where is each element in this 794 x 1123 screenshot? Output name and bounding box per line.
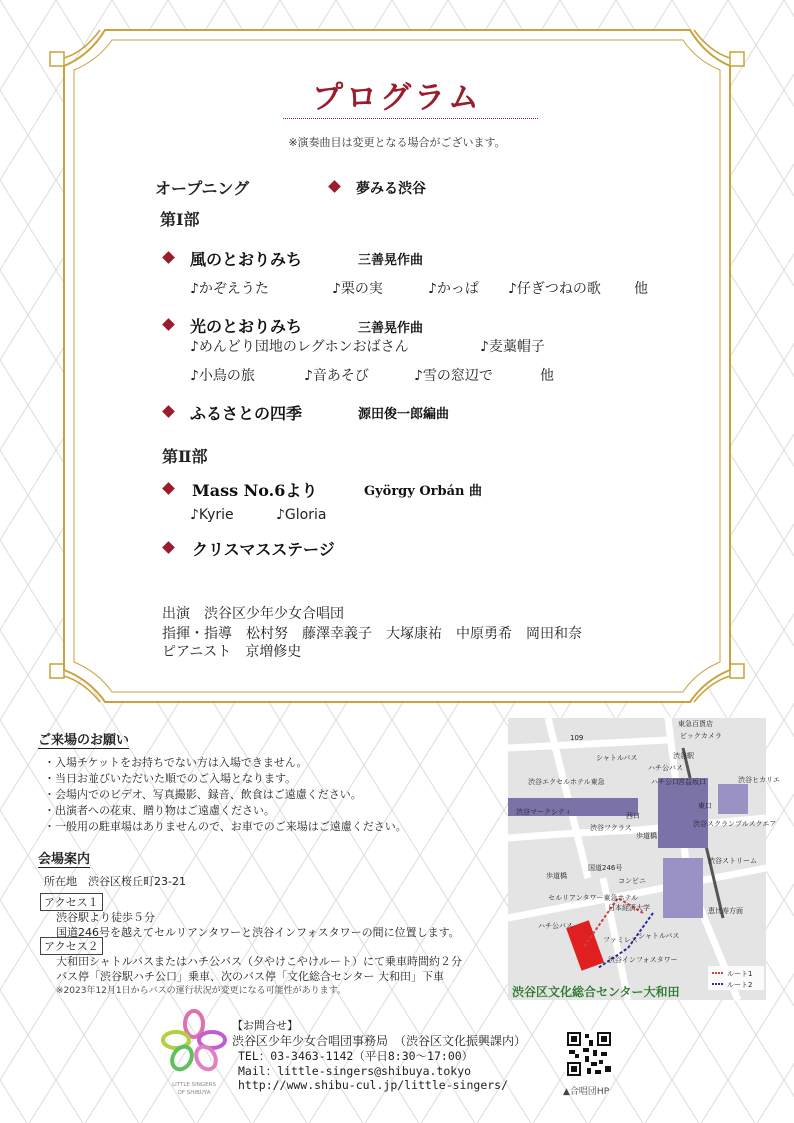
sub-song: ♪Gloria	[276, 507, 327, 523]
legend-route1: ルート1	[727, 970, 753, 978]
cast-conductors: 指揮・指導 松村努 藤澤幸義子 大塚康祐 中原勇希 岡田和奈	[162, 626, 582, 642]
venue-heading: 会場案内	[38, 848, 90, 868]
contact-mail[interactable]: Mail：little-singers@shibuya.tokyo	[238, 1064, 472, 1078]
opening-song: 夢みる渋谷	[356, 181, 426, 197]
sub-song: ♪麦藁帽子	[480, 339, 545, 355]
map-label: ハチ公口	[651, 778, 679, 786]
map-label: 渋谷ストリーム	[708, 857, 757, 865]
logo-text: LITTLE SINGERS	[172, 1082, 216, 1088]
map-caption: 渋谷区文化総合センター大和田	[512, 985, 680, 999]
station-building	[658, 778, 708, 848]
legend-route2: ルート2	[727, 981, 753, 989]
map-label: 恵比寿方面	[708, 907, 743, 915]
cast-pianist: ピアニスト 京増修史	[162, 644, 302, 660]
notice-item: ・会場内でのビデオ、写真撮影、録音、飲食はご遠慮ください。	[44, 788, 362, 801]
map-label: 東口	[698, 802, 712, 810]
song-composer: 源田俊一郎編曲	[358, 407, 450, 422]
sub-song: ♪仔ぎつねの歌	[508, 281, 601, 297]
map-label: ビックカメラ	[680, 732, 722, 740]
sub-song: ♪音あそび	[304, 368, 369, 384]
sub-song: ♪かっぱ	[428, 281, 479, 297]
notice-item: ・当日お並びいただいた順でのご入場となります。	[44, 772, 297, 785]
map-label: 109	[570, 734, 584, 742]
qr-code-icon[interactable]	[565, 1030, 613, 1078]
map-label: シャトルバス	[596, 754, 638, 762]
access1-tag: アクセス１	[40, 893, 103, 911]
sub-song: ♪Kyrie	[190, 507, 234, 523]
song-title: Mass No.6より	[192, 481, 318, 500]
map-label: 渋谷インフォスタワー	[608, 956, 678, 964]
stream-building	[663, 858, 703, 918]
part2-label: 第Ⅱ部	[162, 447, 208, 466]
access1-line: 渋谷駅より徒歩５分	[56, 911, 155, 924]
map-label: セルリアンタワー東急ホテル	[548, 894, 639, 902]
part1-label: 第Ⅰ部	[160, 210, 200, 229]
sub-song: ♪小鳥の旅	[190, 368, 255, 384]
map-label: ファミレス	[603, 936, 638, 944]
venue-map	[508, 718, 780, 1000]
sub-song: ♪かぞえうた	[190, 281, 269, 297]
map-label: 渋谷スクランブルスクエア	[693, 820, 777, 828]
opening-label: オープニング	[155, 179, 250, 198]
sub-song-etc: 他	[634, 281, 648, 297]
notice-item: ・入場チケットをお持ちでない方は入場できません。	[44, 756, 308, 769]
song-composer: 三善晃作曲	[358, 321, 424, 336]
program-note: ※演奏曲目は変更となる場合がございます。	[288, 136, 506, 149]
map-label: 宮益坂口	[678, 778, 706, 786]
flower-logo-icon	[160, 1010, 228, 1100]
map-label: 渋谷ヒカリエ	[738, 776, 780, 784]
map-label: 西口	[626, 812, 640, 820]
song-composer: György Orbán 曲	[364, 484, 483, 499]
song-composer: 三善晃作曲	[358, 253, 424, 268]
song-title: 風のとおりみち	[190, 250, 303, 269]
map-label: シャトルバス	[638, 932, 680, 940]
map-label: 国道246号	[588, 864, 623, 872]
contact-url[interactable]: http://www.shibu-cul.jp/little-singers/	[238, 1078, 509, 1092]
access2-note: ※2023年12月1日からバスの運行状況が変更になる可能性があります。	[56, 986, 346, 996]
map-label: 渋谷フクラス	[590, 824, 632, 832]
sub-song: ♪栗の実	[332, 281, 383, 297]
contact-tel: TEL：03-3463-1142（平日8:30～17:00）	[238, 1049, 474, 1063]
cast-performers: 出演 渋谷区少年少女合唱団	[162, 606, 344, 622]
map-label: 東急百貨店	[678, 720, 713, 728]
sub-song-etc: 他	[540, 368, 554, 384]
sub-song: ♪めんどり団地のレグホンおばさん	[190, 339, 409, 355]
qr-caption: ▲合唱団HP	[563, 1087, 610, 1097]
access1-line: 国道246号を越えてセルリアンタワーと渋谷インフォスタワーの間に位置します。	[56, 926, 460, 939]
map-label: 歩道橋	[546, 872, 567, 880]
title-underline	[283, 118, 538, 119]
map-label: 歩道橋	[636, 832, 657, 840]
sub-song: ♪雪の窓辺で	[414, 368, 493, 384]
song-title: ふるさとの四季	[190, 404, 303, 423]
contact-org: 渋谷区少年少女合唱団事務局 （渋谷区文化振興課内）	[232, 1034, 527, 1048]
access2-line: バス停「渋谷駅ハチ公口」乗車、次のバス停「文化総合センター 大和田」下車	[56, 970, 445, 983]
map-label: ハチ公バス	[538, 922, 573, 930]
notice-item: ・出演者への花束、贈り物はご遠慮ください。	[44, 804, 275, 817]
map-label: ハチ公バス	[648, 764, 683, 772]
hikarie-building	[718, 784, 748, 814]
map-label: 渋谷エクセルホテル東急	[528, 778, 605, 786]
program-title: プログラム	[312, 80, 482, 116]
map-label: コンビニ	[618, 877, 646, 885]
map-label: 渋谷駅	[673, 752, 694, 760]
access2-tag: アクセス２	[40, 937, 103, 955]
map-label: 渋谷マークシティ	[516, 808, 572, 816]
notice-heading: ご来場のお願い	[38, 729, 129, 749]
song-title: クリスマスステージ	[192, 540, 335, 559]
map-label: 日本経済大学	[608, 904, 650, 912]
venue-address: 所在地 渋谷区桜丘町23-21	[44, 875, 186, 888]
notice-item: ・一般用の駐車場はありませんので、お車でのご来場はご遠慮ください。	[44, 820, 407, 833]
logo-text: OF SHIBUYA	[177, 1090, 211, 1096]
song-title: 光のとおりみち	[190, 317, 303, 336]
contact-heading: 【お問合せ】	[232, 1019, 298, 1032]
access2-line: 大和田シャトルバスまたはハチ公バス（夕やけこやけルート）にて乗車時間約２分	[56, 955, 463, 968]
